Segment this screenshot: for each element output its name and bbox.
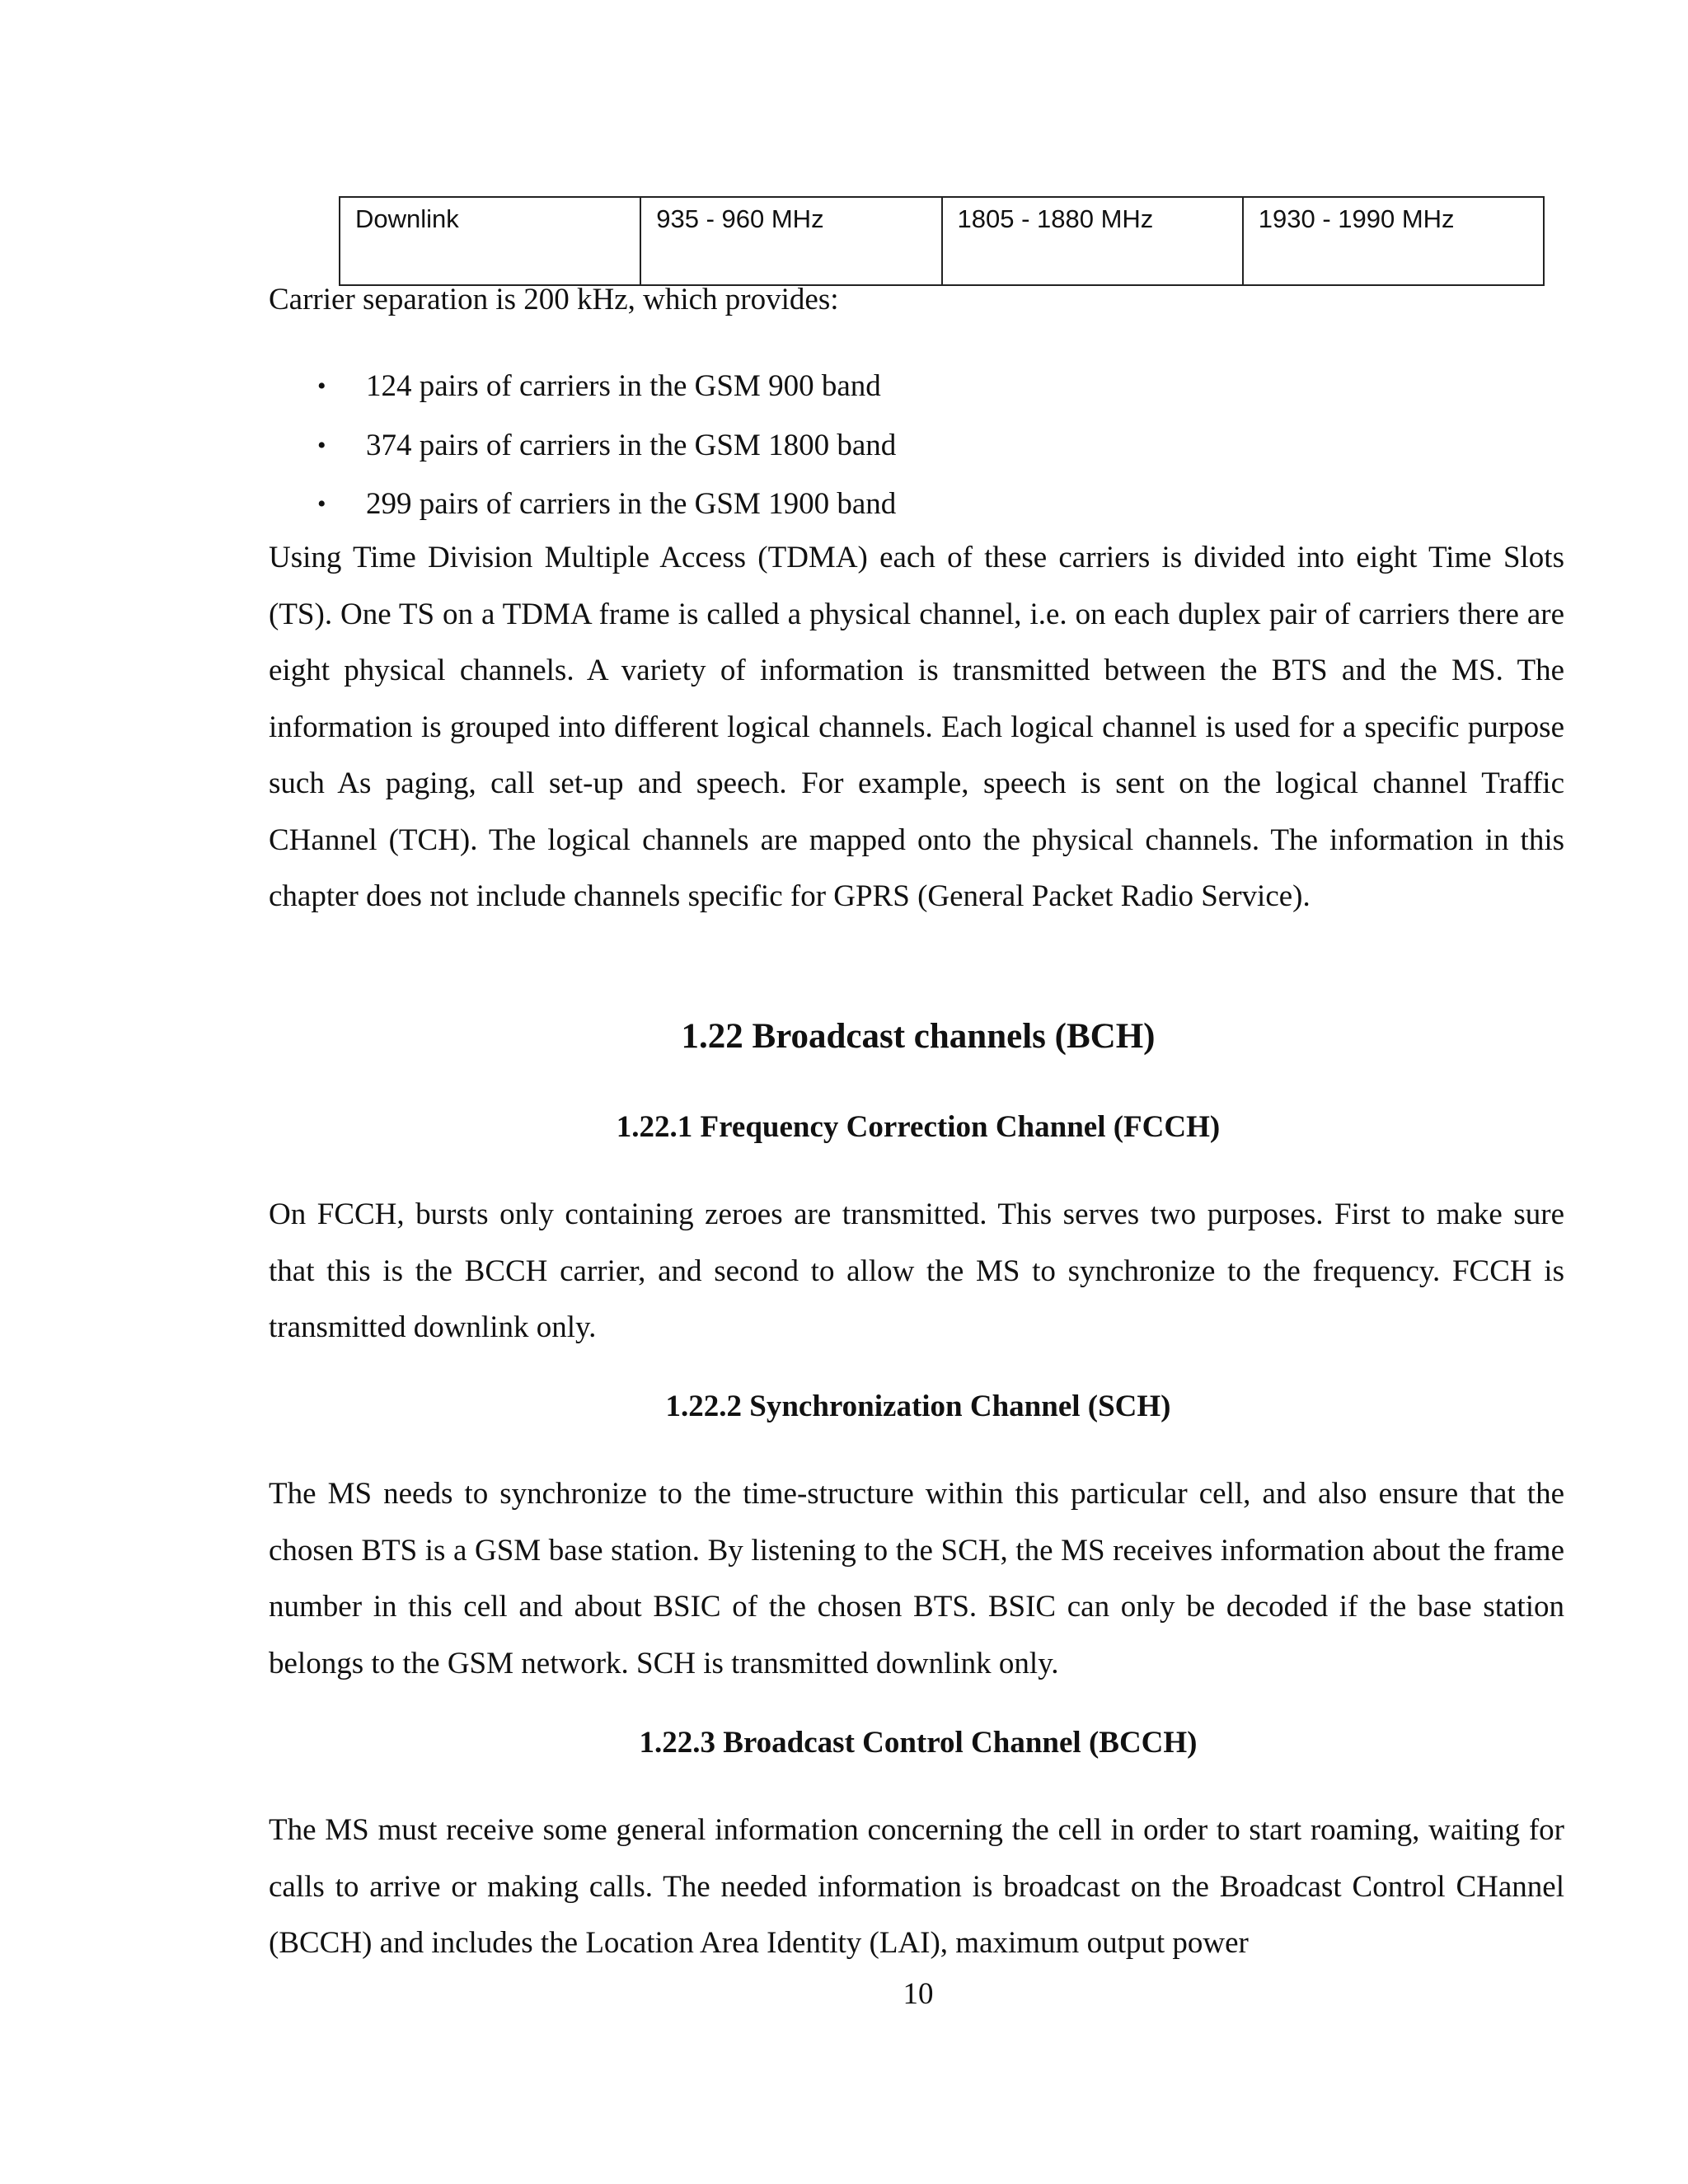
fcch-subheading: 1.22.1 Frequency Correction Channel (FCCH) [616,1110,1221,1144]
bullet-icon: • [317,431,326,459]
page-number: 10 [903,1977,934,2011]
list-item [269,357,1564,416]
table-cell-gsm1800: 1805 - 1880 MHz [942,197,1243,285]
bullet-icon: • [317,373,326,400]
bcch-subheading: 1.22.3 Broadcast Control Channel (BCCH) [639,1726,1198,1760]
list-item-text: 374 pairs of carriers in the GSM 1800 band [366,428,897,462]
list-item [269,416,1564,476]
list-item-text: 299 pairs of carriers in the GSM 1900 band [366,487,897,521]
sch-subheading: 1.22.2 Synchronization Channel (SCH) [665,1390,1171,1423]
carrier-separation-intro: Carrier separation is 200 kHz, which provides: [269,283,839,316]
sch-paragraph: The MS needs to synchronize to the time-structure within this particular cell, and also ensure that the chosen BTS is a GSM base station. By listening to the SCH, the MS receives information about the frame number in this cell and about BSIC of the chosen BTS. BSIC can only be decoded if the base station belongs to the GSM network. SCH is transmitted downlink only. [269,1477,1564,1680]
section-heading: 1.22 Broadcast channels (BCH) [681,1017,1156,1056]
list-item-text: 124 pairs of carriers in the GSM 900 band [366,369,881,403]
fcch-paragraph: On FCCH, bursts only containing zeroes are transmitted. This serves two purposes. First to make sure that this is the BCCH carrier, and second to allow the MS to synchronize to the frequency. FCCH is transmitted downlink only. [269,1197,1564,1344]
table-cell-direction: Downlink [340,197,640,285]
table-cell-gsm1900: 1930 - 1990 MHz [1243,197,1544,285]
tdma-paragraph: Using Time Division Multiple Access (TDMA) each of these carriers is divided into eight Time Slots (TS). One TS on a TDMA frame is called a physical channel, i.e. on each duplex pair of carriers there are eight physical channels. A variety of information is transmitted between the BTS and the MS. The information is grouped into different logical channels. Each logical channel is used for a specific purpose such As paging, call set-up and speech. For example, speech is sent on the logical channel Traffic CHannel (TCH). The logical channels are mapped onto the physical channels. The information in this chapter does not include channels specific for GPRS (General Packet Radio Service). [269,541,1564,913]
carrier-pairs-list [269,357,1564,534]
bullet-icon: • [317,490,326,518]
table-cell-gsm900: 935 - 960 MHz [640,197,941,285]
bcch-paragraph: The MS must receive some general information concerning the cell in order to start roaming, waiting for calls to arrive or making calls. The needed information is broadcast on the Broadcast Control CHannel (BCCH) and includes the Location Area Identity (LAI), maximum output power [269,1813,1564,1960]
list-item [269,475,1564,534]
